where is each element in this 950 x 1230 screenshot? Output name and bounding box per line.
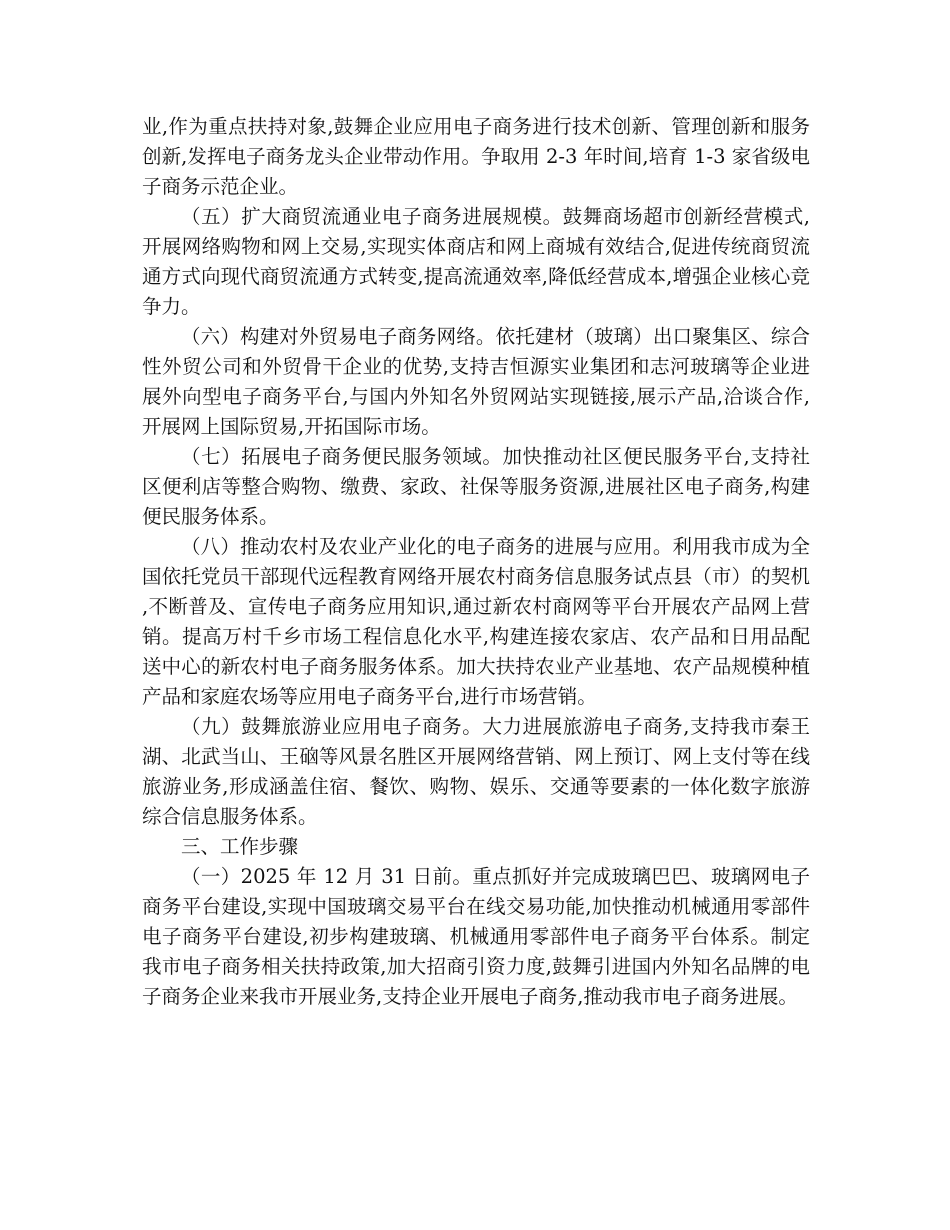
document-body [142,112,810,1012]
paragraph-item-9: （九）鼓舞旅游业应用电子商务。大力进展旅游电子商务,支持我市秦王湖、北武当山、王硇等风景名胜区开展网络营销、网上预订、网上支付等在线旅游业务,形成涵盖住宿、餐饮、购物、娱乐、交通等要素的一体化数字旅游综合信息服务体系。 [142,715,810,828]
paragraph-step-1: （一）2025 年 12 月 31 日前。重点抓好并完成玻璃巴巴、玻璃网电子商务平台建设,实现中国玻璃交易平台在线交易功能,加快推动机械通用零部件电子商务平台建设,初步构建玻璃、机械通用零部件电子商务平台体系。制定我市电子商务相关扶持政策,加大招商引资力度,鼓舞引进国内外知名品牌的电子商务企业来我市开展业务,支持企业开展电子商务,推动我市电子商务进展。 [142,865,810,1008]
paragraph-item-8: （八）推动农村及农业产业化的电子商务的进展与应用。利用我市成为全国依托党员干部现代远程教育网络开展农村商务信息服务试点县（市）的契机,不断普及、宣传电子商务应用知识,通过新农村商网等平台开展农产品网上营销。提高万村千乡市场工程信息化水平,构建连接农家店、农产品和日用品配送中心的新农村电子商务服务体系。加大扶持农业产业基地、农产品规模种植产品和家庭农场等应用电子商务平台,进行市场营销。 [142,535,810,708]
section-heading-work-steps: 三、工作步骤 [181,835,299,858]
paragraph-item-7: （七）拓展电子商务便民服务领域。加快推动社区便民服务平台,支持社区便利店等整合购物、缴费、家政、社保等服务资源,进展社区电子商务,构建便民服务体系。 [142,445,810,528]
paragraph-item-6: （六）构建对外贸易电子商务网络。依托建材（玻璃）出口聚集区、综合性外贸公司和外贸骨干企业的优势,支持吉恒源实业集团和志河玻璃等企业进展外向型电子商务平台,与国内外知名外贸网站实现链接,展示产品,洽谈合作,开展网上国际贸易,开拓国际市场。 [142,325,810,438]
paragraph-item-5: （五）扩大商贸流通业电子商务进展规模。鼓舞商场超市创新经营模式,开展网络购物和网上交易,实现实体商店和网上商城有效结合,促进传统商贸流通方式向现代商贸流通方式转变,提高流通效率,降低经营成本,增强企业核心竞争力。 [142,205,810,318]
paragraph-continuation: 业,作为重点扶持对象,鼓舞企业应用电子商务进行技术创新、管理创新和服务创新,发挥电子商务龙头企业带动作用。争取用 2-3 年时间,培育 1-3 家省级电子商务示范企业。 [142,115,810,198]
